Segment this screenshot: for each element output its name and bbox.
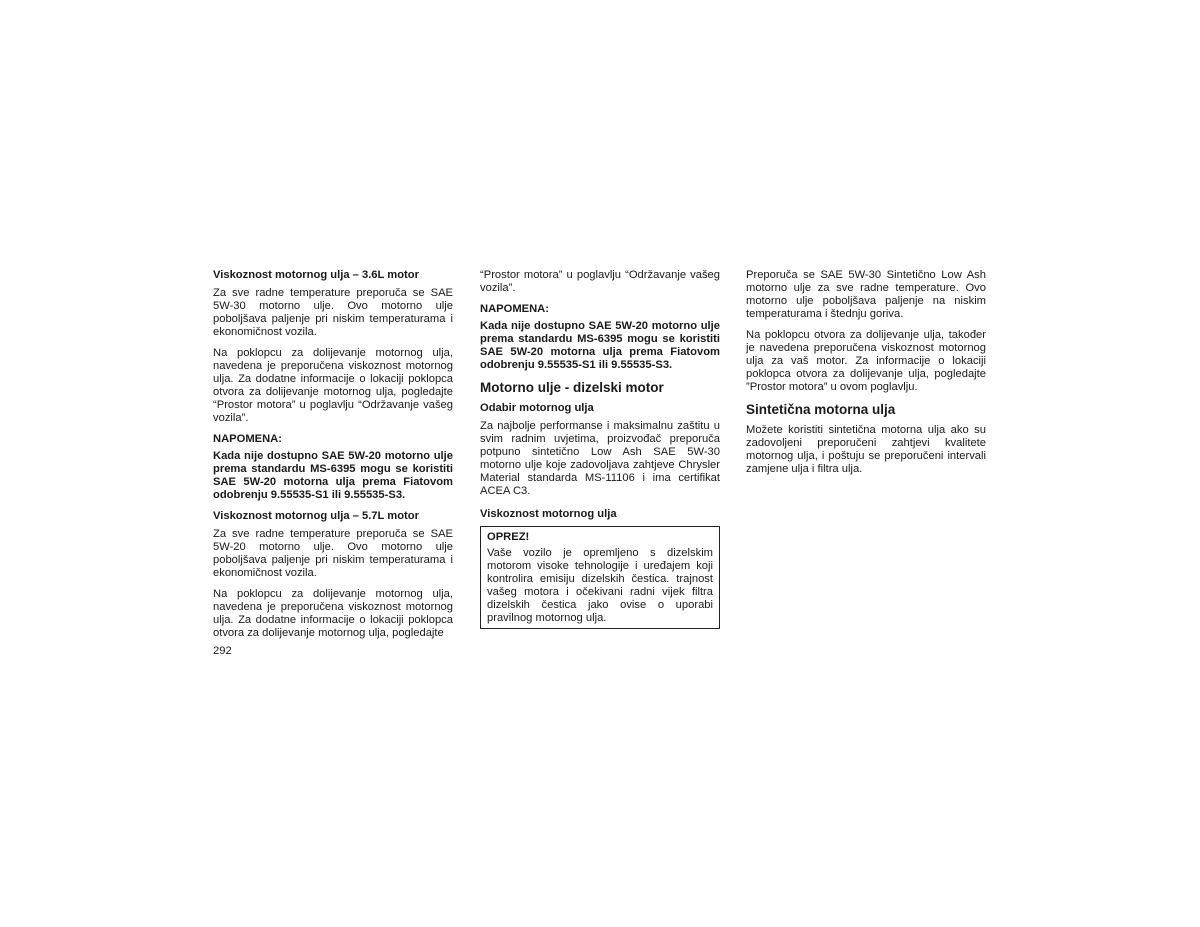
paragraph-diesel-recommendation: Za najbolje performanse i maksimalnu zaštitu u svim radnim uvjetima, proizvođač preporuča potpuno sintetično Low Ash SAE 5W-30 motorno ulje koje zadovoljava zahtjeve Chrysler Material standarda MS-11106 i ima certifikat ACEA C3. bbox=[480, 420, 720, 497]
page-number: 292 bbox=[213, 645, 232, 657]
heading-oil-selection: Odabir motornog ulja bbox=[480, 402, 594, 414]
paragraph-57-recommendation: Za sve radne temperature preporuča se SAE 5W-20 motorno ulje. Ovo motorno ulje poboljšava paljenje pri niskim temperaturama i ekonomičnost vozila. bbox=[213, 528, 453, 579]
heading-diesel-oil: Motorno ulje - dizelski motor bbox=[480, 380, 664, 395]
paragraph-synthetic-oils: Možete koristiti sintetična motorna ulja ako su zadovoljeni preporučeni zahtjevi kvalitete motornog ulja, i poštuju se preporučeni intervali zamjene ulja i filtra ulja. bbox=[746, 424, 986, 475]
note-text: Kada nije dostupno SAE 5W-20 motorno ulje prema standardu MS-6395 mogu se koristiti SAE 5W-20 motorna ulja prema Fiatovom odobrenju 9.55535-S1 ili 9.55535-S3. bbox=[213, 450, 453, 501]
column-right bbox=[746, 269, 986, 484]
note-label: NAPOMENA: bbox=[480, 303, 549, 315]
caution-box bbox=[480, 526, 720, 629]
caution-text: Vaše vozilo je opremljeno s dizelskim motorom visoke tehnologije i uređajem koji kontrolira emisiju dizelskih čestica. trajnost vašeg motora i očekivani radni vijek filtra dizelskih čestica jako ovise o uporabi pravilnog motornog ulja. bbox=[487, 547, 713, 624]
note-text: Kada nije dostupno SAE 5W-20 motorno ulje prema standardu MS-6395 mogu se koristiti SAE 5W-20 motorna ulja prema Fiatovom odobrenju 9.55535-S1 ili 9.55535-S3. bbox=[480, 320, 720, 371]
caution-title: OPREZ! bbox=[487, 531, 530, 543]
paragraph-36-recommendation: Za sve radne temperature preporuča se SAE 5W-30 motorno ulje. Ovo motorno ulje poboljšava paljenje pri niskim temperaturama i ekonomičnost vozila. bbox=[213, 287, 453, 338]
column-middle bbox=[480, 269, 720, 629]
paragraph-57-filler-cap: Na poklopcu za dolijevanje motornog ulja, navedena je preporučena viskoznost motornog ulja. Za dodatne informacije o lokaciji poklopca otvora za dolijevanje motornog ulja, pogledajte bbox=[213, 588, 453, 639]
column-left bbox=[213, 269, 453, 648]
paragraph-continued-reference: “Prostor motora” u poglavlju “Održavanje vašeg vozila”. bbox=[480, 269, 720, 294]
heading-viscosity-36: Viskoznost motornog ulja – 3.6L motor bbox=[213, 269, 419, 281]
heading-viscosity-57: Viskoznost motornog ulja – 5.7L motor bbox=[213, 510, 419, 522]
heading-diesel-viscosity: Viskoznost motornog ulja bbox=[480, 508, 617, 520]
paragraph-synthetic-recommendation: Preporuča se SAE 5W-30 Sintetično Low Ash motorno ulje za sve radne temperature. Ovo motorno ulje poboljšava paljenje na niskim temperaturama i štednju goriva. bbox=[746, 269, 986, 320]
paragraph-filler-cap-diesel: Na poklopcu otvora za dolijevanje ulja, također je navedena preporučena viskoznost motornog ulja za vaš motor. Za informacije o lokaciji poklopca otvora za dolijevanje ulja, pogledajte ”Prostor motora” u ovom poglavlju. bbox=[746, 329, 986, 393]
note-label: NAPOMENA: bbox=[213, 433, 282, 445]
heading-synthetic-oils: Sintetična motorna ulja bbox=[746, 402, 896, 417]
paragraph-36-filler-cap: Na poklopcu za dolijevanje motornog ulja, navedena je preporučena viskoznost motornog ulja. Za dodatne informacije o lokaciji poklopca otvora za dolijevanje motornog ulja, pogledajte “Prostor motora” u poglavlju “Održavanje vašeg vozila”. bbox=[213, 347, 453, 424]
